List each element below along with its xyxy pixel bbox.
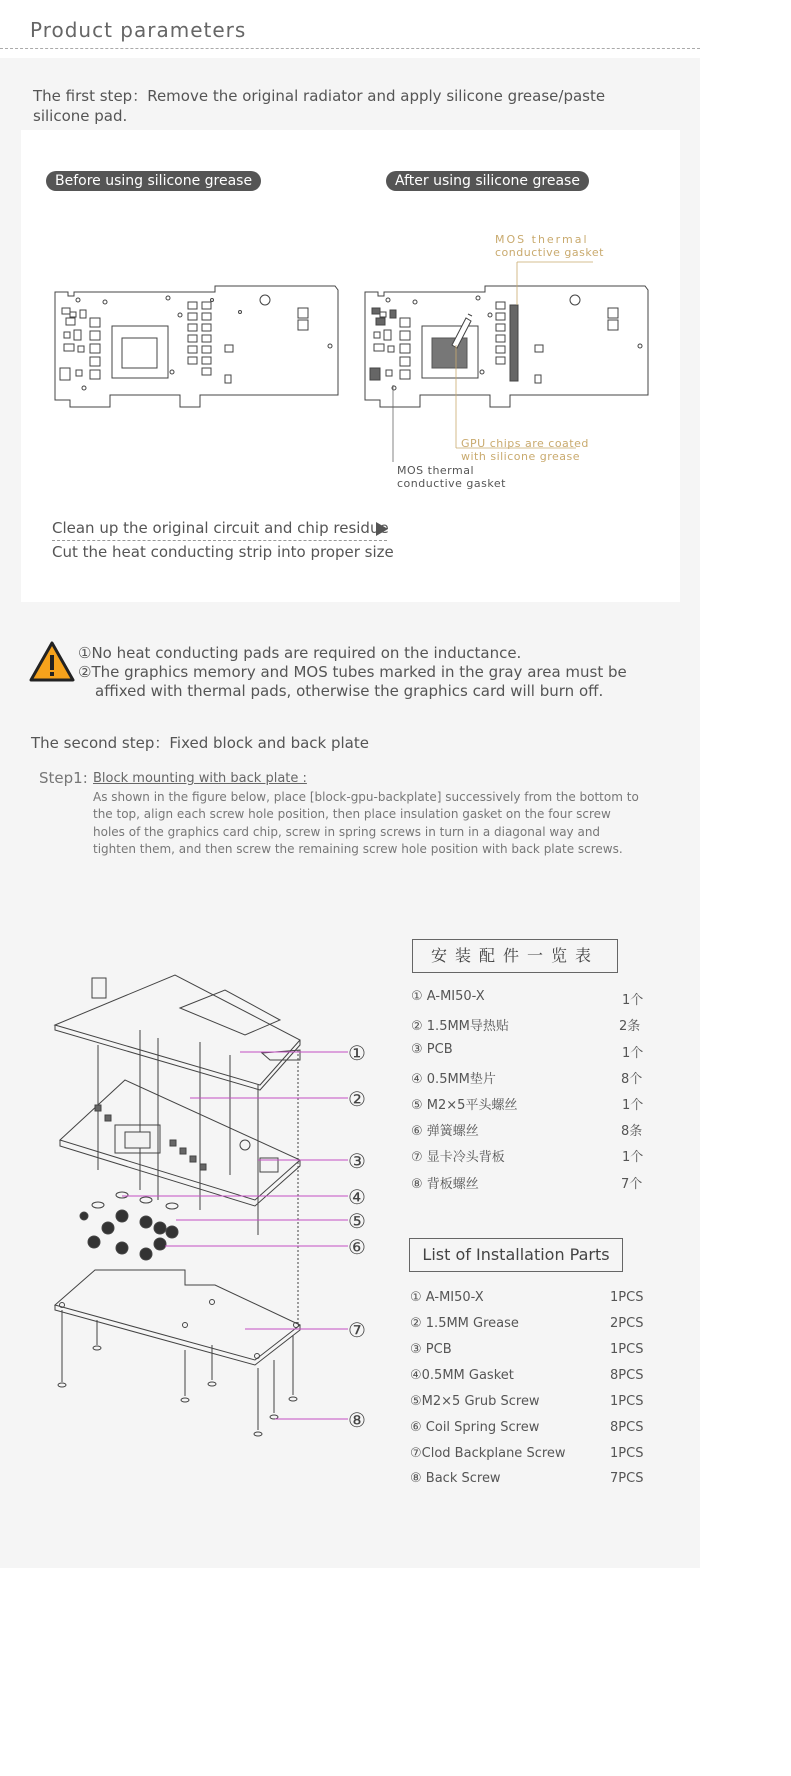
parts-en-item-7: ⑦Clod Backplane Screw (410, 1446, 566, 1461)
callout-5: ⑤ (348, 1209, 366, 1233)
parts-cn-qty-3: 1个 (622, 1046, 644, 1061)
parts-cn-item-4: ④ 0.5MM垫片 (411, 1072, 496, 1087)
parts-en-item-3: ③ PCB (410, 1342, 452, 1357)
parts-cn-qty-7: 1个 (622, 1150, 644, 1165)
parts-cn-item-8: ⑧ 背板螺丝 (411, 1177, 479, 1192)
pcb-before-diagram (55, 286, 338, 407)
step1-instruction: The first step：Remove the original radiator and apply silicone grease/paste silicone pad. (33, 87, 606, 125)
parts-cn-item-3: ③ PCB (411, 1042, 453, 1057)
callout-2: ② (348, 1087, 366, 1111)
gpu-line2: with silicone grease (461, 450, 581, 463)
parts-cn-item-7: ⑦ 显卡冷头背板 (411, 1150, 505, 1165)
callout-4: ④ (348, 1185, 366, 1209)
parts-en-qty-4: 8PCS (610, 1368, 644, 1383)
callout-6: ⑥ (348, 1235, 366, 1259)
parts-cn-qty-2: 2条 (619, 1019, 641, 1034)
mount-title: Block mounting with back plate : (93, 771, 307, 786)
parts-en-item-5: ⑤M2×5 Grub Screw (410, 1394, 540, 1409)
callout-1: ① (348, 1041, 366, 1065)
parts-en-item-1: ① A-MI50-X (410, 1290, 484, 1305)
parts-cn-qty-1: 1个 (622, 993, 644, 1008)
parts-cn-item-1: ① A-MI50-X (411, 989, 485, 1004)
exploded-assembly-diagram (55, 975, 300, 1436)
mos-bottom-line2: conductive gasket (397, 477, 506, 490)
parts-en-qty-1: 1PCS (610, 1290, 644, 1305)
parts-cn-item-6: ⑥ 弹簧螺丝 (411, 1124, 479, 1139)
parts-cn-item-5: ⑤ M2×5平头螺丝 (411, 1098, 518, 1113)
page-title: Product parameters (30, 18, 247, 42)
mos-top-line1: MOS thermal (495, 233, 589, 246)
second-step-title: The second step：Fixed block and back plate (31, 734, 369, 752)
callout-7: ⑦ (348, 1318, 366, 1342)
parts-cn-qty-5: 1个 (622, 1098, 644, 1113)
step-label: Step1: (39, 769, 88, 787)
pcb-after-diagram (365, 286, 648, 407)
parts-cn-item-2: ② 1.5MM导热贴 (411, 1019, 509, 1034)
callout-8: ⑧ (348, 1408, 366, 1432)
parts-en-item-2: ② 1.5MM Grease (410, 1316, 519, 1331)
parts-cn-qty-6: 8条 (621, 1124, 643, 1139)
parts-en-qty-7: 1PCS (610, 1446, 644, 1461)
before-label: Before using silicone grease (46, 171, 261, 191)
parts-cn-qty-4: 8个 (621, 1072, 643, 1087)
mount-description: As shown in the figure below, place [block-gpu-backplate] successively from the bottom to the top, align each screw hole position, then place insulation gasket on the four screw holes of the graphics card chip, screw in spring screws in turn in a diagonal way and tighten them, and then screw the remaining screw hole position with back plate screws. (93, 790, 639, 856)
warning-icon (31, 643, 73, 680)
after-label: After using silicone grease (386, 171, 589, 191)
mos-gasket-label-bottom (397, 464, 506, 490)
gpu-line1: GPU chips are coated (461, 437, 589, 450)
parts-list-cn-title: 安装配件一览表 (412, 939, 618, 973)
gpu-grease-label (461, 437, 589, 463)
clean-instruction: Clean up the original circuit and chip residue (52, 519, 389, 537)
mos-top-line2: conductive gasket (495, 246, 604, 259)
callout-3: ③ (348, 1149, 366, 1173)
warning-line-2: ②The graphics memory and MOS tubes marked in the gray area must be (78, 663, 627, 681)
parts-en-item-6: ⑥ Coil Spring Screw (410, 1420, 540, 1435)
parts-cn-qty-8: 7个 (621, 1177, 643, 1192)
parts-en-qty-3: 1PCS (610, 1342, 644, 1357)
parts-en-qty-6: 8PCS (610, 1420, 644, 1435)
parts-en-qty-5: 1PCS (610, 1394, 644, 1409)
parts-en-qty-2: 2PCS (610, 1316, 644, 1331)
cut-instruction: Cut the heat conducting strip into proper size (52, 543, 394, 561)
warning-line-1: ①No heat conducting pads are required on the inductance. (78, 644, 522, 662)
callout-leaders (122, 1052, 348, 1419)
mos-gasket-label-top (495, 233, 604, 259)
parts-en-item-4: ④0.5MM Gasket (410, 1368, 514, 1383)
parts-list-en-title: List of Installation Parts (409, 1238, 623, 1272)
parts-en-qty-8: 7PCS (610, 1471, 644, 1486)
warning-line-3: affixed with thermal pads, otherwise the graphics card will burn off. (95, 682, 604, 700)
mos-bottom-line1: MOS thermal (397, 464, 475, 477)
parts-en-item-8: ⑧ Back Screw (410, 1471, 501, 1486)
clean-divider (52, 540, 387, 541)
